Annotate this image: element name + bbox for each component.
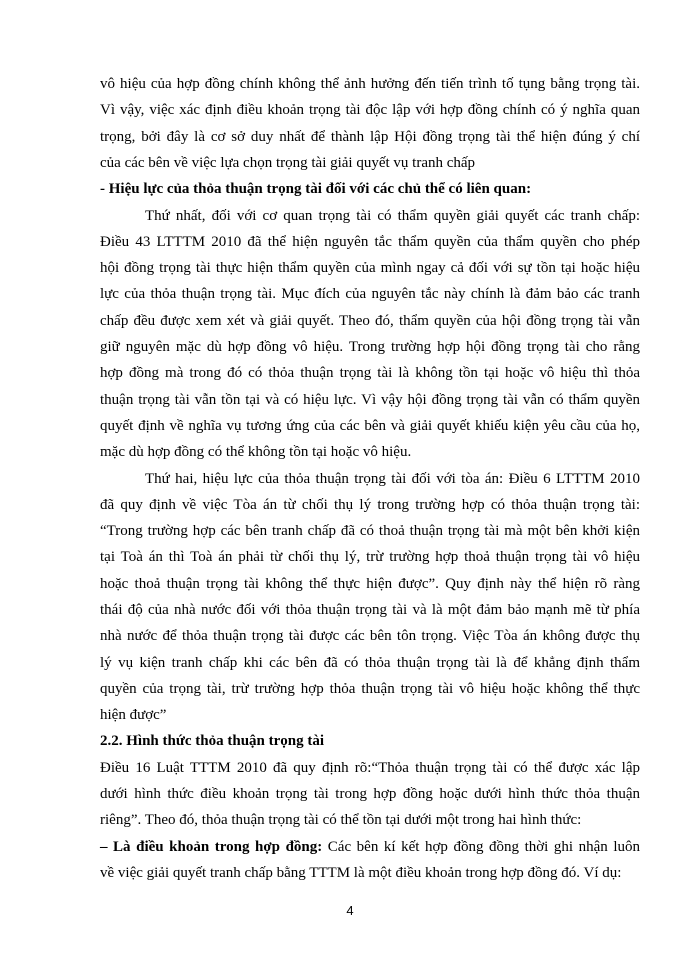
text-line: riêng”. Theo đó, thỏa thuận trọng tài có thể tồn tại dưới một trong hai hình thức: xyxy=(100,812,582,828)
text-line: Thứ nhất, đối với cơ quan trọng tài có thẩm quyền giải quyết các tranh chấp: xyxy=(145,208,640,224)
text-line: Điều 16 Luật TTTM 2010 đã quy định rõ:“Thỏa thuận trọng tài có thể được xác lập xyxy=(100,760,640,776)
text-line: vô hiệu của hợp đồng chính không thể ảnh hưởng đến tiến trình tố tụng bằng trọng tài. xyxy=(100,76,640,92)
text-line: về việc giải quyết tranh chấp bằng TTTM là một điều khoản trong hợp đồng đó. Ví dụ: xyxy=(100,865,622,881)
text-line: Điều 43 LTTTM 2010 đã thể hiện nguyên tắc thẩm quyền của thẩm quyền cho phép xyxy=(100,234,640,250)
text-line: thái độ của nhà nước đối với thỏa thuận trọng tài và là một đảm bảo mạnh mẽ từ phía xyxy=(100,602,640,618)
term-in-bold: – Là điều khoản trong hợp đồng: xyxy=(100,839,323,855)
text-line: thuận trọng tài vẫn tồn tại và có hiệu lực. Vì vậy hội đồng trọng tài vẫn có thẩm quyền xyxy=(100,392,640,408)
text-line: hoặc thoả thuận trọng tài không thể thực hiện được”. Quy định này thể hiện rõ ràng xyxy=(100,576,640,592)
text-line: mặc dù hợp đồng có thể không tồn tại hoặc vô hiệu. xyxy=(100,444,412,460)
text-line: chấp đều được xem xét và giải quyết. Theo đó, thẩm quyền của hội đồng trọng tài vẫn xyxy=(100,313,640,329)
text-line: đã quy định về việc Tòa án từ chối thụ lý trong trường hợp có thỏa thuận trọng tài: xyxy=(100,497,640,513)
page-number: 4 xyxy=(346,903,354,918)
text-line: trọng, bởi đây là cơ sở duy nhất để thành lập Hội đồng trọng tài thể hiện đúng ý chí xyxy=(100,129,640,145)
validity-heading: - Hiệu lực của thỏa thuận trọng tài đối với các chủ thể có liên quan: xyxy=(100,181,532,197)
text-line: của các bên về việc lựa chọn trọng tài giải quyết vụ tranh chấp xyxy=(100,155,476,171)
text-line: tại Toà án thì Toà án phải từ chối thụ lý, trừ trường hợp thoả thuận trọng tài vô hiệu xyxy=(100,549,640,565)
text-line: “Trong trường hợp các bên tranh chấp đã có thoả thuận trọng tài mà một bên khởi kiện xyxy=(100,523,640,539)
text-line: giữ nguyên mặc dù hợp đồng vô hiệu. Trong trường hợp hội đồng trọng tài cho rằng xyxy=(100,339,640,355)
text-line: quyết định về nghĩa vụ tương ứng của các bên và giải quyết khiếu kiện yêu cầu của họ, xyxy=(100,418,640,434)
text-line: lực của thỏa thuận trọng tài. Mục đích của nguyên tắc này chính là đảm bảo các tranh xyxy=(100,286,640,302)
text-line: hội đồng trọng tài thực hiện thẩm quyền của mình ngay cả đối với sự tồn tại hoặc hiệu xyxy=(100,260,640,276)
text-line: dưới hình thức điều khoản trọng tài trong hợp đồng hoặc dưới hình thức thỏa thuận xyxy=(100,786,640,802)
text-span: Các bên kí kết hợp đồng đồng thời ghi nhận luôn xyxy=(322,839,640,855)
text-line: nhà nước để thỏa thuận trọng tài được các bên tôn trọng. Việc Tòa án không được thụ xyxy=(100,628,640,644)
text-line: Vì vậy, việc xác định điều khoản trọng tài độc lập với hợp đồng chính có ý nghĩa quan xyxy=(100,102,640,118)
section-heading: 2.2. Hình thức thỏa thuận trọng tài xyxy=(100,733,325,749)
text-line: quyền của trọng tài, trừ trường hợp thỏa thuận trọng tài vô hiệu hoặc không thể thực xyxy=(100,681,640,697)
text-line xyxy=(100,837,640,857)
text-line: Thứ hai, hiệu lực của thỏa thuận trọng tài đối với tòa án: Điều 6 LTTTM 2010 xyxy=(145,471,640,487)
text-line: hợp đồng mà trong đó có thỏa thuận trọng tài là không tồn tại hoặc vô hiệu thì thỏa xyxy=(100,365,640,381)
text-line: lý vụ kiện tranh chấp khi các bên đã có thỏa thuận trọng tài là để khẳng định thẩm xyxy=(100,655,640,671)
text-line: hiện được” xyxy=(100,707,167,723)
